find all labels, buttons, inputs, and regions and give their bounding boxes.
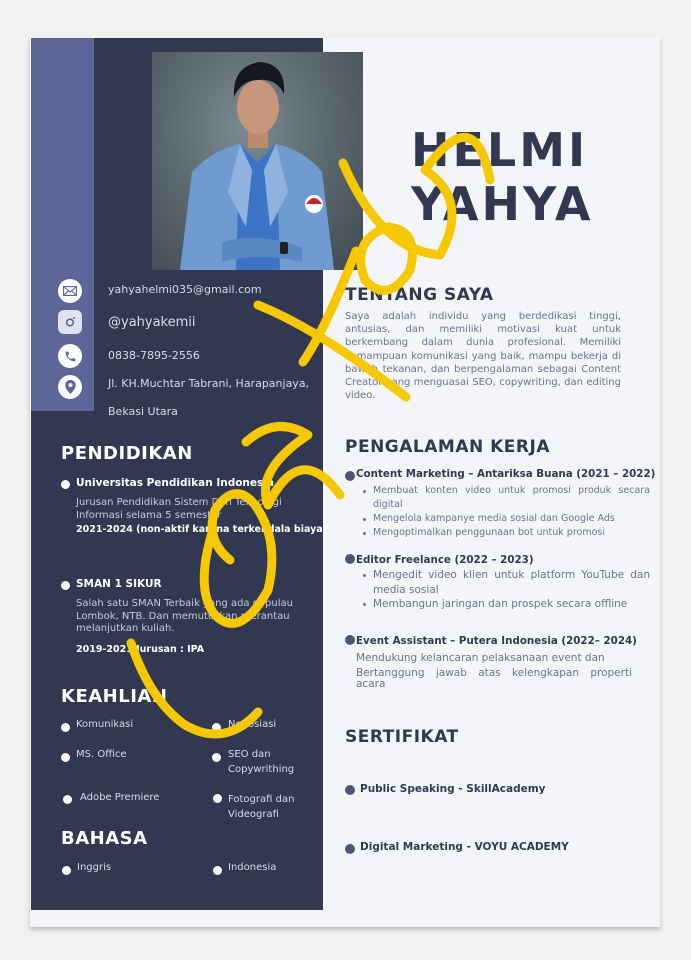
job-bullets	[366, 484, 650, 540]
bullet-icon	[212, 723, 221, 732]
contact-address: Jl. KH.Muchtar Tabrani, Harapanjaya,	[108, 377, 310, 390]
job-bullets	[366, 568, 650, 612]
languages-heading: BAHASA	[61, 828, 148, 849]
profile-photo	[152, 52, 363, 270]
contact-phone[interactable]: 0838-7895-2556	[108, 349, 200, 362]
skill-item: Komunikasi	[76, 719, 134, 730]
job-desc: Mendukung kelancaran pelaksanaan event dan	[356, 652, 605, 664]
about-text: Saya adalah individu yang berdedikasi tinggi, antusias, dan memiliki motivasi kuat untuk berkembang dalam dunia profesional. Memiliki kemampuan komunikasi yang baik, mampu bekerja di bawah tekanan, dan berpengalaman sebagai Content Creator yang menguasai SEO, copywriting, dan editing video.	[345, 311, 621, 402]
education-desc: Salah satu SMAN Terbaik yang ada di pulau Lombok, NTB. Dan memutuskan merantau melanjutkan kuliah.	[76, 598, 293, 634]
bullet-icon	[61, 480, 70, 489]
bullet-icon	[345, 471, 355, 481]
job-bullet: Membangun jaringan dan prospek secara offline	[366, 597, 650, 612]
job-bullet: Membuat konten video untuk promosi produk secara digital	[366, 484, 650, 512]
education-heading: PENDIDIKAN	[61, 443, 193, 464]
contact-email[interactable]: yahyahelmi035@gmail.com	[108, 283, 262, 296]
job-bullet: Mengelola kampanye media sosial dan Google Ads	[366, 512, 650, 526]
bullet-icon	[62, 866, 71, 875]
skill-item: MS. Office	[76, 749, 127, 760]
bullet-icon	[213, 866, 222, 875]
job-desc: Bertanggung jawab atas kelengkapan properti acara	[356, 667, 632, 690]
location-icon	[58, 375, 82, 399]
certificate-item: Digital Marketing - VOYU ACADEMY	[360, 841, 569, 853]
language-item: Inggris	[77, 862, 112, 873]
bullet-icon	[61, 753, 70, 762]
instagram-icon	[58, 310, 82, 334]
education-year: 2021-2024 (non-aktif karena terkendala biaya)	[76, 524, 328, 535]
job-title: Event Assistant – Putera Indonesia (2022– 2024)	[356, 635, 637, 647]
resume-page	[30, 37, 660, 927]
bullet-icon	[63, 795, 72, 804]
full-name: HELMI YAHYA	[411, 123, 594, 231]
bullet-icon	[61, 723, 70, 732]
contact-instagram[interactable]: @yahyakemii	[108, 315, 196, 330]
bullet-icon	[345, 785, 355, 795]
education-year: 2019-2021 Jurusan : IPA	[76, 644, 205, 655]
job-bullet: Mengedit video klien untuk platform YouTube dan media sosial	[366, 568, 650, 597]
skill-item: SEO dan Copywrithing	[228, 749, 295, 775]
certificate-item: Public Speaking - SkillAcademy	[360, 783, 546, 795]
bullet-icon	[61, 581, 70, 590]
skills-heading: KEAHLIAN	[61, 686, 168, 707]
bullet-icon	[345, 635, 355, 645]
about-heading: TENTANG SAYA	[345, 285, 494, 305]
certificates-heading: SERTIFIKAT	[345, 727, 459, 747]
education-desc: Jurusan Pendidikan Sistem Dan Teknologi Informasi selama 5 semester	[76, 497, 282, 521]
job-title: Editor Freelance (2022 – 2023)	[356, 554, 534, 566]
job-bullet: Mengoptimalkan penggunaan bot untuk promosi	[366, 526, 650, 540]
experience-heading: PENGALAMAN KERJA	[345, 437, 550, 457]
job-title: Content Marketing – Antariksa Buana (2021 – 2022)	[356, 468, 656, 480]
email-icon	[58, 279, 82, 303]
skill-item: Fotografi dan Videografi	[228, 794, 295, 820]
skill-item: Negosiasi	[228, 719, 277, 730]
education-school: SMAN 1 SIKUR	[76, 578, 162, 590]
bullet-icon	[213, 794, 222, 803]
bullet-icon	[212, 753, 221, 762]
skill-item: Adobe Premiere	[80, 792, 160, 803]
language-item: Indonesia	[228, 862, 277, 873]
phone-icon	[58, 344, 82, 368]
bullet-icon	[345, 554, 355, 564]
bullet-icon	[345, 844, 355, 854]
contact-address-line2: Bekasi Utara	[108, 405, 178, 418]
education-school: Universitas Pendidikan Indonesia	[76, 477, 274, 489]
